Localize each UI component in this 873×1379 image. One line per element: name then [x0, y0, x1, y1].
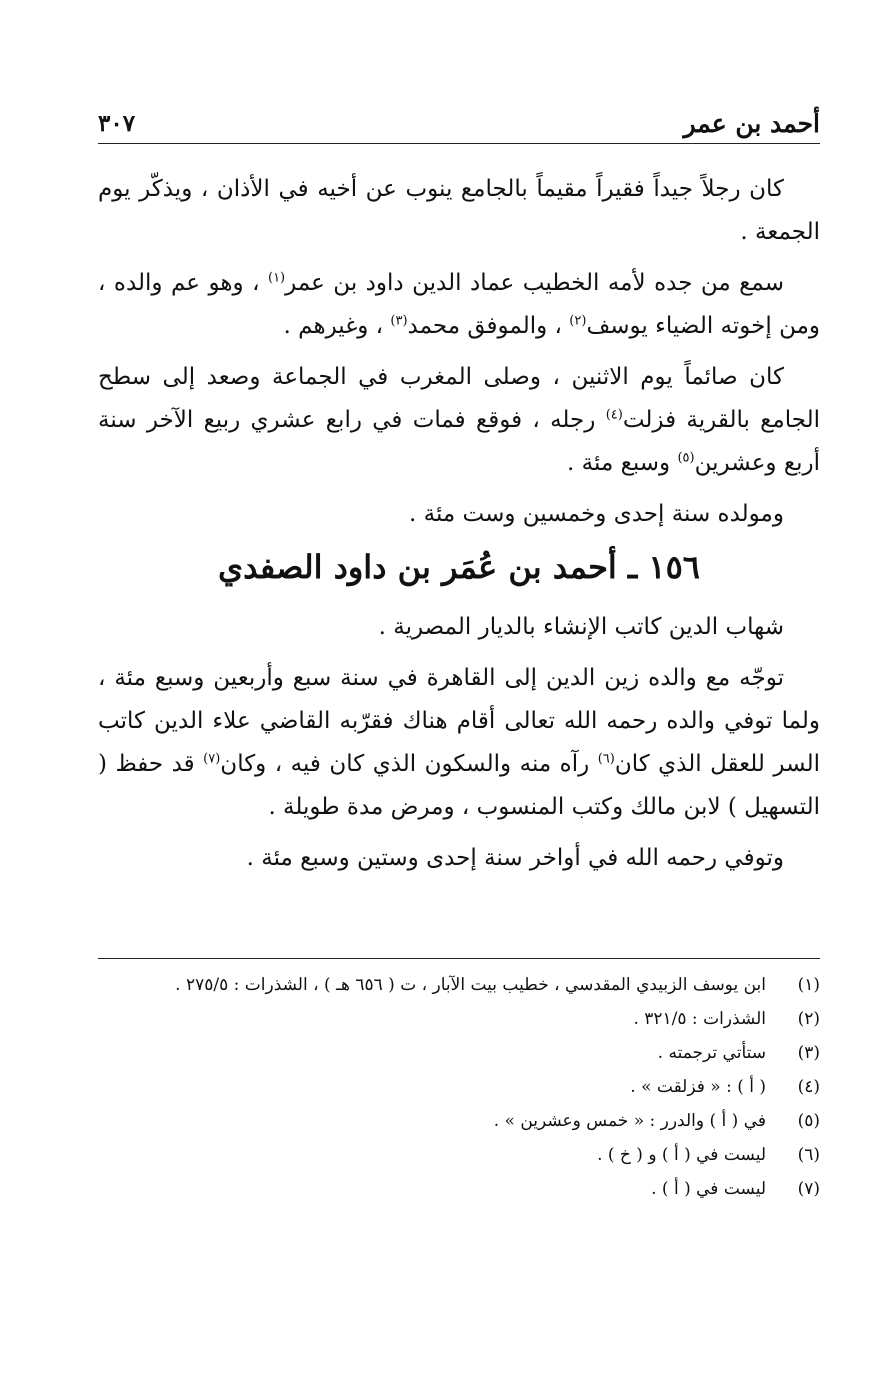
footnote-number: (٥): [797, 1111, 820, 1131]
footnote-text: ابن يوسف الزبيدي المقدسي ، خطيب بيت الآبار ، ت ( ٦٥٦ هـ ) ، الشذرات : ٢٧٥/٥ .: [175, 975, 766, 995]
paragraph-1-text: كان رجلاً جيداً فقيراً مقيماً بالجامع ينوب عن أخيه في الأذان ، ويذكّر يوم الجمعة .: [98, 176, 820, 245]
paragraph-6-text-b: رآه منه والسكون الذي كان فيه ، وكان: [220, 751, 598, 777]
paragraph-6-text-c: قد حفظ ( التسهيل ) لابن مالك وكتب المنسوب ، ومرض مدة طويلة .: [98, 751, 820, 820]
paragraph-4: [98, 493, 820, 536]
footnote-number: (١): [797, 975, 820, 995]
paragraph-2: [98, 262, 820, 348]
footnote-2: [98, 1002, 820, 1036]
footnote-1: [98, 968, 820, 1002]
header-rule: [98, 143, 820, 144]
paragraph-5: [98, 606, 820, 649]
paragraph-1: [98, 168, 820, 254]
footnote-number: (٤): [797, 1077, 820, 1097]
paragraph-7: [98, 837, 820, 880]
footnote-text: ستأتي ترجمته .: [657, 1043, 766, 1063]
paragraph-3-text-c: وسبع مئة .: [567, 450, 678, 476]
paragraph-2-text-a: سمع من جده لأمه الخطيب عماد الدين داود بن عمر: [285, 270, 784, 296]
running-head: [98, 100, 820, 140]
paragraph-2-text-d: ، وغيرهم .: [283, 313, 391, 339]
paragraph-2-text-b: ، وهو عم والده ، ومن إخوته الضياء يوسف: [98, 270, 820, 339]
footnote-5: [98, 1104, 820, 1138]
footnote-text: ليست في ( أ ) .: [651, 1179, 766, 1199]
footnote-ref-4[interactable]: (٤): [605, 407, 623, 423]
paragraph-6: [98, 657, 820, 829]
paragraph-6-text-a: توجّه مع والده زين الدين إلى القاهرة في سنة سبع وأربعين وسبع مئة ، ولما توفي والده رحمه الله تعالى أقام هناك فقرّبه القاضي علاء الدين كاتب السر للعقل الذي كان: [98, 665, 820, 777]
footnote-7: [98, 1172, 820, 1206]
paragraph-4-text: ومولده سنة إحدى وخمسين وست مئة .: [409, 501, 784, 527]
footnote-text: الشذرات : ٣٢١/٥ .: [633, 1009, 766, 1029]
footnote-3: [98, 1036, 820, 1070]
paragraph-7-text: وتوفي رحمه الله في أواخر سنة إحدى وستين وسبع مئة .: [246, 845, 784, 871]
paragraph-3: [98, 356, 820, 485]
footnote-text: ( أ ) : « فزلقت » .: [630, 1077, 766, 1097]
footnote-4: [98, 1070, 820, 1104]
footnote-ref-1[interactable]: (١): [267, 270, 286, 286]
running-head-title: أحمد بن عمر: [683, 109, 820, 138]
main-text: [98, 168, 820, 888]
paragraph-3-text-b: رجله ، فوقع فمات في رابع عشري ربيع الآخر سنة أربع وعشرين: [98, 407, 820, 476]
footnote-number: (٢): [797, 1009, 820, 1029]
footnotes: [98, 968, 820, 1206]
footnote-text: ليست في ( أ ) و ( خ ) .: [597, 1145, 766, 1165]
paragraph-3-text-a: كان صائماً يوم الاثنين ، وصلى المغرب في الجماعة وصعد إلى سطح الجامع بالقرية فزلت: [98, 364, 820, 433]
paragraph-5-text: شهاب الدين كاتب الإنشاء بالديار المصرية .: [378, 614, 784, 640]
footnote-6: [98, 1138, 820, 1172]
footnote-ref-5[interactable]: (٥): [677, 450, 695, 466]
footnote-ref-2[interactable]: (٢): [569, 313, 587, 329]
footnote-number: (٦): [797, 1145, 820, 1165]
footnote-ref-7[interactable]: (٧): [203, 751, 221, 767]
footnote-rule: [98, 958, 820, 959]
footnote-text: في ( أ ) والدرر : « خمس وعشرين » .: [493, 1111, 766, 1131]
page-number: ٣٠٧: [98, 110, 136, 137]
entry-heading: ١٥٦ ـ أحمد بن عُمَر بن داود الصفدي: [218, 548, 700, 586]
footnote-ref-6[interactable]: (٦): [597, 751, 615, 767]
footnote-ref-3[interactable]: (٣): [390, 313, 408, 329]
footnote-number: (٧): [797, 1179, 820, 1199]
paragraph-2-text-c: ، والموفق محمد: [407, 313, 570, 339]
footnote-number: (٣): [797, 1043, 820, 1063]
